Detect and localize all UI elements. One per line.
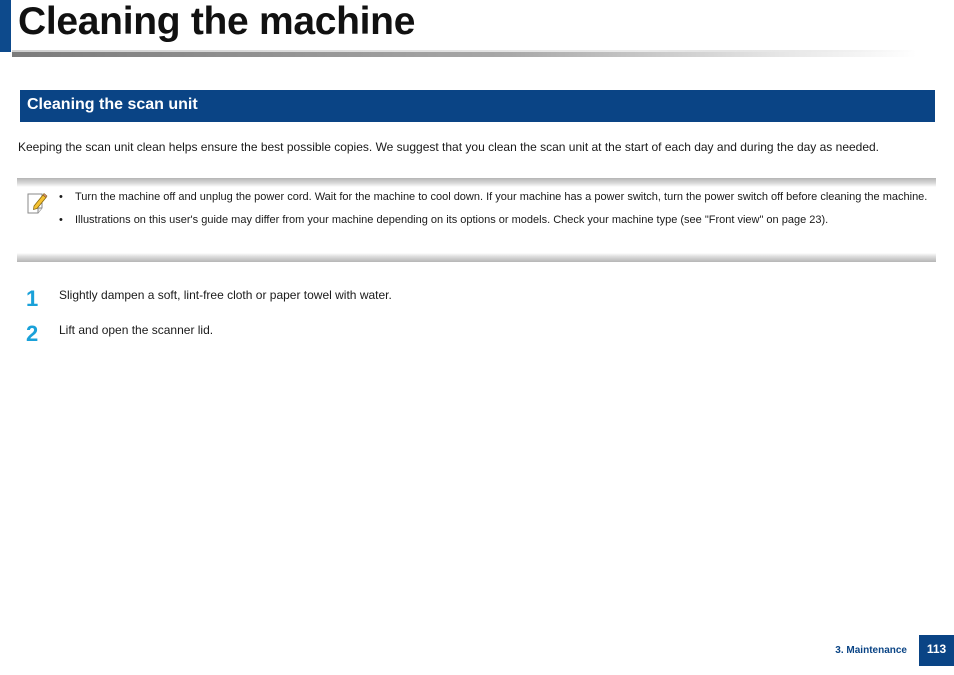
note-item-text: Illustrations on this user's guide may differ from your machine depending on its options or models. Check your machine type (see "Front view" on page 23). — [75, 214, 829, 226]
title-underline — [12, 50, 917, 57]
step-item — [26, 321, 926, 347]
title-accent-bar — [0, 0, 11, 52]
step-number: 1 — [26, 286, 39, 311]
section-heading: Cleaning the scan unit — [27, 96, 198, 113]
note-bottom-border — [17, 253, 936, 262]
step-item — [26, 286, 926, 312]
note-bullet: • — [59, 214, 63, 226]
page-title: Cleaning the machine — [18, 0, 416, 43]
note-item-text: Turn the machine off and unplug the power cord. Wait for the machine to cool down. If your machine has a power switch, turn the power switch off before cleaning the machine. — [75, 191, 928, 203]
section-header — [20, 90, 935, 122]
note-pencil-icon — [26, 191, 48, 215]
note-top-border — [17, 178, 936, 187]
step-text: Lift and open the scanner lid. — [59, 323, 214, 337]
intro-paragraph: Keeping the scan unit clean helps ensure the best possible copies. We suggest that you clean the scan unit at the start of each day and during the day as needed. — [18, 140, 880, 154]
note-box — [17, 178, 936, 262]
note-item — [59, 212, 929, 228]
note-bullet: • — [59, 191, 63, 203]
note-item — [59, 189, 929, 205]
step-text: Slightly dampen a soft, lint-free cloth or paper towel with water. — [59, 288, 392, 302]
note-list — [59, 189, 929, 228]
footer-chapter-link[interactable]: 3. Maintenance — [835, 645, 907, 656]
step-number: 2 — [26, 321, 39, 346]
page-number-badge: 113 — [919, 635, 954, 666]
